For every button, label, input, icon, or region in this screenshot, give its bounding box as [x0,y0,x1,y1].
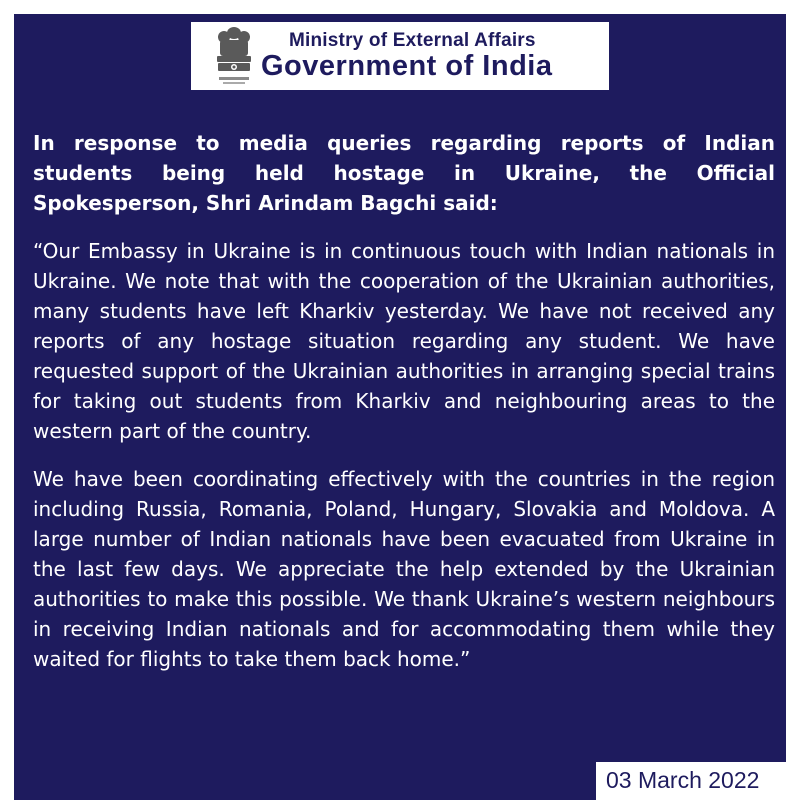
statement-paragraph-1: “Our Embassy in Ukraine is in continuous touch with Indian nationals in Ukraine. We note that with the cooperation of the Ukrainian authorities, many students have left Kharkiv yesterday. We have not received any reports of any hostage situation regarding any student. We have requested support of the Ukrainian authorities in arranging special trains for taking out students from Kharkiv and neighbouring areas to the western part of the country. [33,239,775,443]
government-name: Government of India [261,50,553,82]
statement-body [33,128,775,692]
ministry-header [191,22,609,90]
date-badge [596,762,792,800]
statement-paragraph-2: We have been coordinating effectively with the countries in the region including Russia, Romania, Poland, Hungary, Slovakia and Moldova. A large number of Indian nationals have been evacuated from Ukraine in the last few days. We appreciate the help extended by the Ukrainian authorities to make this possible. We thank Ukraine’s western neighbours in receiving Indian nationals and for accommodating them while they waited for flights to take them back home.” [33,467,775,671]
statement-intro: In response to media queries regarding reports of Indian students being held hostage in Ukraine, the Official Spokesperson, Shri Arindam Bagchi said: [33,131,775,215]
release-date: 03 March 2022 [606,767,760,793]
ministry-name: Ministry of External Affairs [289,30,536,51]
national-emblem-icon [211,25,257,87]
